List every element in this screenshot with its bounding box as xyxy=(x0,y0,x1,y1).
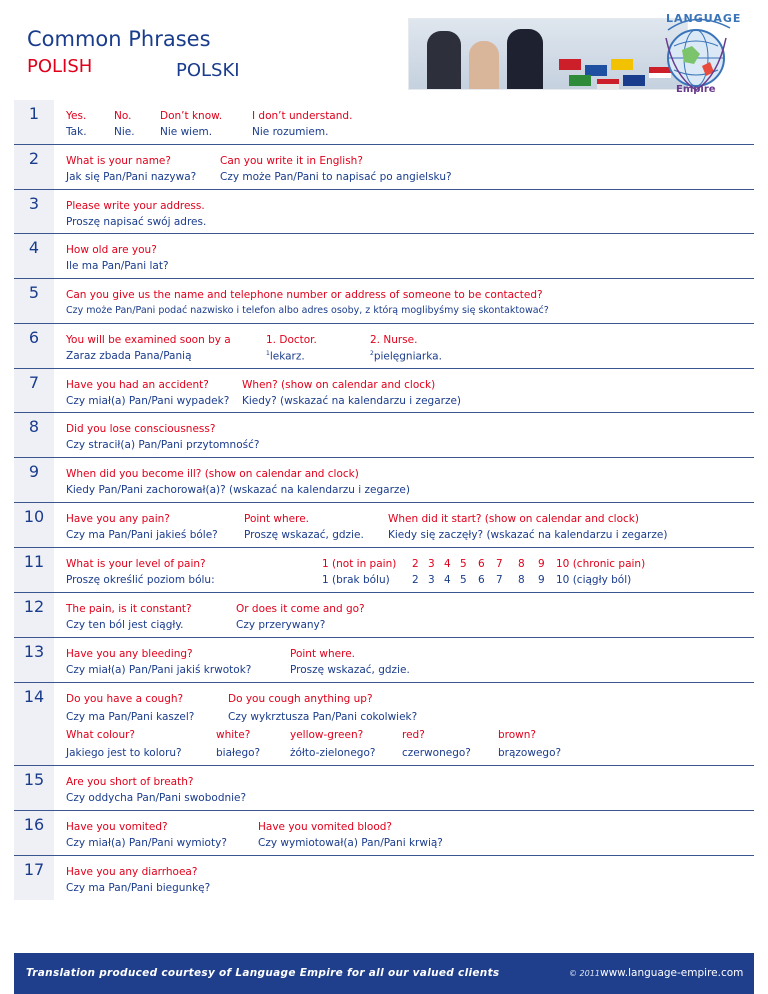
phrase-english: The pain, is it constant? xyxy=(66,603,192,615)
language-name-native: POLSKI xyxy=(176,60,240,81)
phrase-row xyxy=(14,593,754,638)
phrase-english: Or does it come and go? xyxy=(236,603,365,615)
language-empire-logo xyxy=(644,6,744,98)
logo-subtext: Empire xyxy=(676,84,716,95)
phrase-polish: Ile ma Pan/Pani lat? xyxy=(66,260,169,272)
flag-icon xyxy=(611,59,633,70)
phrase-polish: Nie. xyxy=(114,126,135,138)
pain-scale-value: 9 xyxy=(538,558,545,570)
phrase-number: 17 xyxy=(14,856,54,900)
phrase-polish: Czy ma Pan/Pani jakieś bóle? xyxy=(66,529,218,541)
phrase-english: I don’t understand. xyxy=(252,110,353,122)
phrase-row xyxy=(14,856,754,900)
colour-option: white? xyxy=(216,729,251,741)
pain-scale-value: 1 (brak bólu) xyxy=(322,574,390,586)
pain-scale-value: 9 xyxy=(538,574,545,586)
phrase-english: When did it start? (show on calendar and clock) xyxy=(388,513,639,525)
phrase-polish: Czy przerywany? xyxy=(236,619,326,631)
colour-option: czerwonego? xyxy=(402,747,471,759)
phrase-polish: Zaraz zbada Pana/Panią xyxy=(66,350,192,362)
phrase-row xyxy=(14,279,754,324)
phrase-row xyxy=(14,413,754,458)
phrase-english: You will be examined soon by a xyxy=(66,334,231,346)
pain-scale-value: 7 xyxy=(496,574,503,586)
phrase-row xyxy=(14,683,754,766)
phrase-row xyxy=(14,811,754,856)
phrase-english: Have you vomited? xyxy=(66,821,168,833)
phrase-polish: Proszę napisać swój adres. xyxy=(66,216,207,228)
phrase-row xyxy=(14,324,754,369)
footer-website-link[interactable]: www.language-empire.com xyxy=(600,967,744,979)
pain-scale-value: 10 (ciągły ból) xyxy=(556,574,632,586)
phrase-polish: Czy miał(a) Pan/Pani wypadek? xyxy=(66,395,230,407)
phrase-english: When did you become ill? (show on calendar and clock) xyxy=(66,468,359,480)
pain-scale-value: 3 xyxy=(428,558,435,570)
colour-option: brown? xyxy=(498,729,536,741)
pain-scale-value: 7 xyxy=(496,558,503,570)
phrase-polish xyxy=(370,350,442,363)
phrase-english: Please write your address. xyxy=(66,200,205,212)
phrase-row xyxy=(14,458,754,503)
footnote-marker: 2 xyxy=(370,350,374,357)
phrase-polish: Proszę określić poziom bólu: xyxy=(66,574,215,586)
phrase-polish: Jakiego jest to koloru? xyxy=(66,747,182,759)
phrase-row xyxy=(14,100,754,145)
colour-option: żółto-zielonego? xyxy=(290,747,376,759)
pain-scale-value: 8 xyxy=(518,558,525,570)
phrase-row xyxy=(14,369,754,413)
phrase-row xyxy=(14,766,754,811)
phrase-polish-text: lekarz. xyxy=(269,350,305,363)
phrase-polish: Nie rozumiem. xyxy=(252,126,329,138)
phrase-number: 7 xyxy=(14,369,54,412)
phrase-number: 8 xyxy=(14,413,54,457)
phrase-english: What is your name? xyxy=(66,155,171,167)
pain-scale-value: 2 xyxy=(412,558,419,570)
phrase-english: No. xyxy=(114,110,132,122)
phrase-number: 16 xyxy=(14,811,54,855)
person-figure xyxy=(507,29,543,89)
phrase-english: Point where. xyxy=(290,648,355,660)
phrase-english: What colour? xyxy=(66,729,136,741)
logo-wordmark: LANGUAGE xyxy=(666,12,742,25)
phrase-english: Have you any pain? xyxy=(66,513,170,525)
phrase-row xyxy=(14,503,754,548)
colour-option: red? xyxy=(402,729,425,741)
phrase-row xyxy=(14,638,754,683)
phrase-english: What is your level of pain? xyxy=(66,558,206,570)
page-title: Common Phrases xyxy=(27,27,211,51)
phrase-english: Yes. xyxy=(66,110,87,122)
pain-scale-value: 10 (chronic pain) xyxy=(556,558,646,570)
flag-icon xyxy=(597,79,619,90)
pain-scale-value: 4 xyxy=(444,558,451,570)
phrase-polish: Proszę wskazać, gdzie. xyxy=(244,529,364,541)
phrase-polish: Nie wiem. xyxy=(160,126,213,138)
phrase-english: Have you had an accident? xyxy=(66,379,209,391)
phrase-number: 2 xyxy=(14,145,54,189)
phrase-row xyxy=(14,145,754,190)
phrase-polish: Kiedy się zaczęły? (wskazać na kalendarzu i zegarze) xyxy=(388,529,668,541)
page-header xyxy=(0,0,768,98)
phrase-number: 6 xyxy=(14,324,54,368)
phrase-number: 12 xyxy=(14,593,54,637)
phrase-english: Have you any bleeding? xyxy=(66,648,193,660)
phrase-english: Point where. xyxy=(244,513,309,525)
colour-option: yellow-green? xyxy=(290,729,364,741)
phrase-list xyxy=(14,100,754,900)
pain-scale-value: 4 xyxy=(444,574,451,586)
flag-icon xyxy=(623,75,645,86)
phrase-polish: Czy ma Pan/Pani biegunkę? xyxy=(66,882,211,894)
flag-icon xyxy=(569,75,591,86)
pain-scale-value: 3 xyxy=(428,574,435,586)
phrase-polish: Kiedy Pan/Pani zachorował(a)? (wskazać na kalendarzu i zegarze) xyxy=(66,484,410,496)
phrase-english: Do you have a cough? xyxy=(66,693,184,705)
phrase-polish: Czy ten ból jest ciągły. xyxy=(66,619,184,631)
flag-icon xyxy=(559,59,581,70)
phrase-row xyxy=(14,234,754,279)
phrase-english: Do you cough anything up? xyxy=(228,693,373,705)
person-figure xyxy=(469,41,499,89)
phrase-number: 14 xyxy=(14,683,54,765)
phrase-english: Have you any diarrhoea? xyxy=(66,866,198,878)
phrase-english: How old are you? xyxy=(66,244,157,256)
phrase-polish-text: pielęgniarka. xyxy=(373,350,442,363)
phrase-polish: Kiedy? (wskazać na kalendarzu i zegarze) xyxy=(242,395,462,407)
language-name-english: POLISH xyxy=(27,56,93,77)
phrase-english: Can you write it in English? xyxy=(220,155,363,167)
phrase-number: 4 xyxy=(14,234,54,278)
pain-scale-value: 6 xyxy=(478,558,485,570)
phrase-polish: Czy ma Pan/Pani kaszel? xyxy=(66,711,195,723)
pain-scale-value: 5 xyxy=(460,574,467,586)
pain-scale-value: 6 xyxy=(478,574,485,586)
phrase-english: Have you vomited blood? xyxy=(258,821,393,833)
phrase-polish: Czy miał(a) Pan/Pani wymioty? xyxy=(66,837,227,849)
phrase-number: 15 xyxy=(14,766,54,810)
phrase-number: 10 xyxy=(14,503,54,547)
footer-credit: Translation produced courtesy of Language Empire for all our valued clients xyxy=(26,967,500,979)
phrase-english: Are you short of breath? xyxy=(66,776,194,788)
phrase-number: 11 xyxy=(14,548,54,592)
phrase-english: When? (show on calendar and clock) xyxy=(242,379,436,391)
phrase-polish: Tak. xyxy=(66,126,87,138)
pain-scale-value: 8 xyxy=(518,574,525,586)
phrase-row xyxy=(14,190,754,234)
phrase-english: Did you lose consciousness? xyxy=(66,423,216,435)
page-footer xyxy=(14,953,754,994)
footer-copyright: © 2011 xyxy=(569,969,600,978)
phrase-polish: Czy może Pan/Pani podać nazwisko i telefon albo adres osoby, z którą moglibyśmy się skontaktować? xyxy=(66,305,549,316)
phrase-english: Don’t know. xyxy=(160,110,223,122)
phrase-polish: Czy stracił(a) Pan/Pani przytomność? xyxy=(66,439,260,451)
phrase-number: 1 xyxy=(14,100,54,144)
phrase-number: 3 xyxy=(14,190,54,233)
phrase-polish: Proszę wskazać, gdzie. xyxy=(290,664,410,676)
phrase-polish: Czy może Pan/Pani to napisać po angielsku? xyxy=(220,171,452,183)
phrase-polish: Czy wykrztusza Pan/Pani cokolwiek? xyxy=(228,711,418,723)
phrase-polish: Czy oddycha Pan/Pani swobodnie? xyxy=(66,792,247,804)
phrase-polish: Czy wymiotował(a) Pan/Pani krwią? xyxy=(258,837,443,849)
phrase-number: 5 xyxy=(14,279,54,323)
colour-option: brązowego? xyxy=(498,747,562,759)
phrase-english: 1. Doctor. xyxy=(266,334,317,346)
phrase-english: Can you give us the name and telephone number or address of someone to be contacted? xyxy=(66,289,543,301)
phrase-polish: Jak się Pan/Pani nazywa? xyxy=(66,171,197,183)
colour-option: białego? xyxy=(216,747,261,759)
pain-scale-value: 2 xyxy=(412,574,419,586)
phrase-polish xyxy=(266,350,305,363)
pain-scale-value: 1 (not in pain) xyxy=(322,558,397,570)
footnote-marker: 1 xyxy=(266,350,270,357)
phrase-english: 2. Nurse. xyxy=(370,334,418,346)
phrase-polish: Czy miał(a) Pan/Pani jakiś krwotok? xyxy=(66,664,252,676)
phrase-row xyxy=(14,548,754,593)
person-figure xyxy=(427,31,461,89)
phrase-number: 9 xyxy=(14,458,54,502)
pain-scale-value: 5 xyxy=(460,558,467,570)
phrase-number: 13 xyxy=(14,638,54,682)
